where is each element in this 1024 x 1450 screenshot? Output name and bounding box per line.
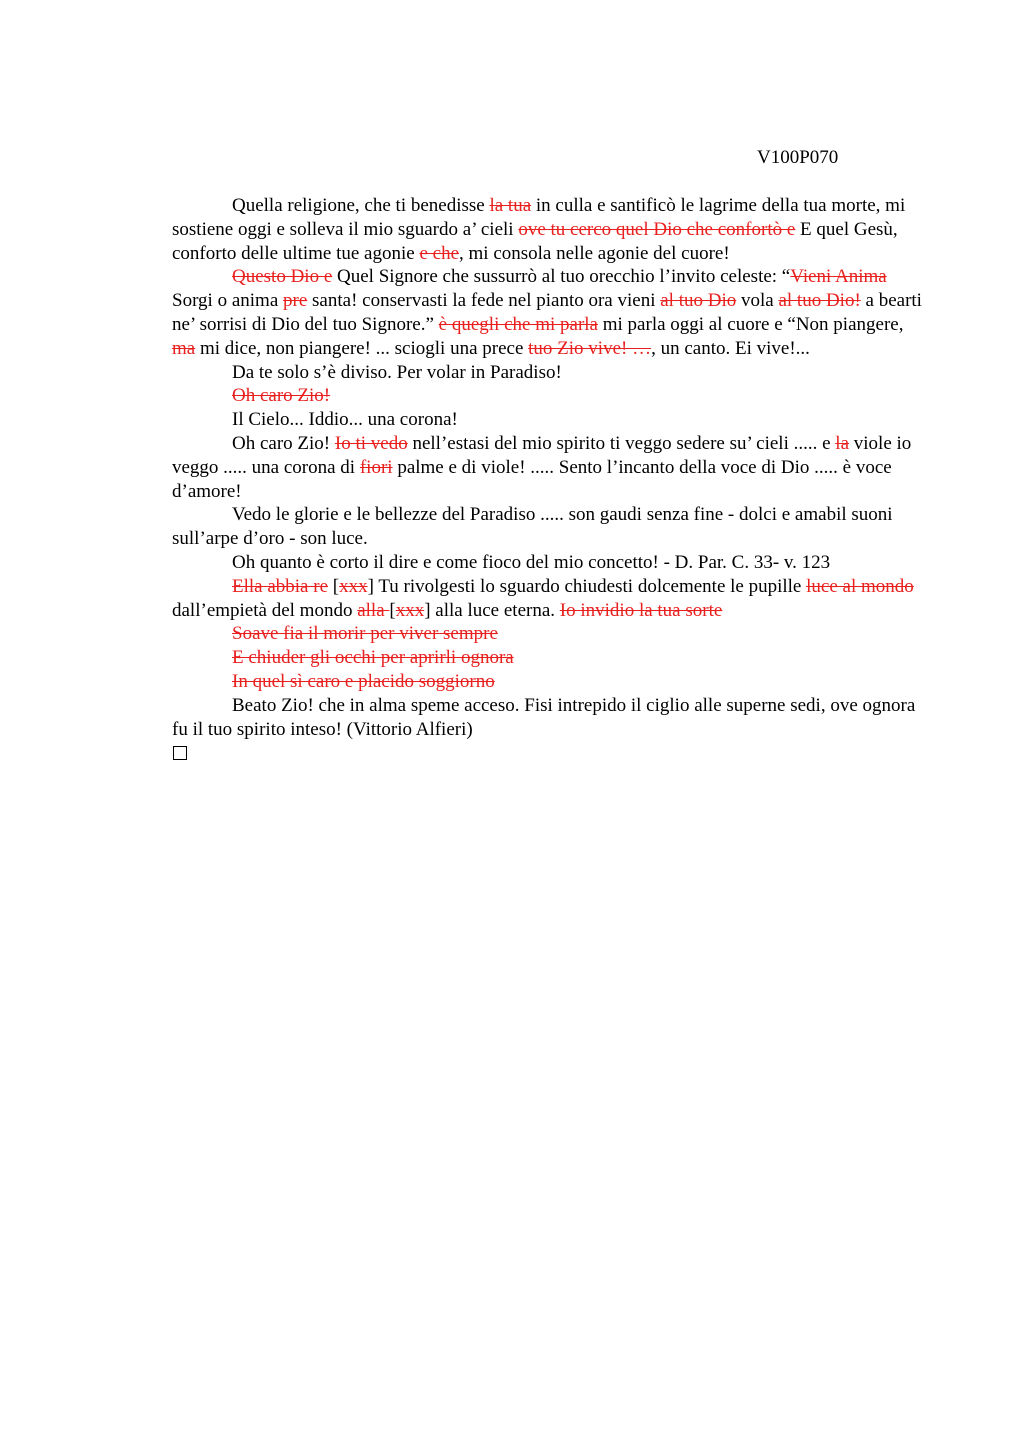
- text-segment: dall’empietà del mondo: [172, 599, 358, 621]
- text-segment: , un canto. Ei vive!...: [651, 337, 810, 359]
- deleted-text: al tuo Dio: [660, 290, 737, 312]
- text-segment: in culla e santificò le lagrime della tua morte, mi sostiene oggi e solleva il mio sguardo a’ cieli: [172, 195, 906, 240]
- deleted-text: ma: [172, 337, 196, 359]
- deleted-text: Io ti vedo: [334, 432, 408, 454]
- deleted-text: alla: [357, 599, 390, 621]
- deleted-text: Soave fia il morir per viver sempre: [232, 623, 498, 645]
- paragraph: [172, 384, 924, 408]
- paragraph: [172, 670, 924, 694]
- text-segment: Da te solo s’è diviso. Per volar in Paradiso!: [232, 361, 562, 383]
- deleted-text: Oh caro Zio!: [232, 385, 331, 407]
- paragraph: [172, 551, 924, 575]
- text-segment: Beato Zio! che in alma speme acceso. Fisi intrepido il ciglio alle superne sedi, ove ognora fu il tuo spirito inteso! (Vittorio Alfieri): [172, 694, 916, 740]
- paragraph: [172, 361, 924, 385]
- deleted-text: la: [835, 432, 850, 454]
- text-segment: santa! conservasti la fede nel pianto ora vieni: [307, 290, 661, 312]
- text-segment: a bearti ne’ sorrisi di Dio del tuo Signore.”: [172, 290, 922, 335]
- paragraph: [172, 408, 924, 432]
- deleted-text: Ella abbia re: [232, 575, 329, 597]
- text-segment: Oh caro Zio!: [232, 432, 335, 454]
- deleted-text: Questo Dio e: [232, 266, 333, 288]
- text-segment: Quella religione, che ti benedisse: [232, 195, 490, 216]
- text-segment: ] Tu rivolgesti lo sguardo chiudesti dolcemente le pupille: [367, 575, 807, 597]
- deleted-text: e che: [419, 242, 460, 264]
- text-segment: vola: [736, 290, 779, 312]
- text-segment: mi parla oggi al cuore e “Non piangere,: [598, 313, 904, 335]
- paragraph: [172, 503, 924, 551]
- text-segment: ] alla luce eterna.: [424, 599, 560, 621]
- deleted-text: al tuo Dio!: [778, 290, 861, 312]
- deleted-text: In quel sì caro e placido soggiorno: [232, 670, 495, 692]
- text-segment: Sorgi o anima: [172, 290, 284, 312]
- text-segment: mi dice, non piangere! ... sciogli una prece: [195, 337, 529, 359]
- text-segment: Quel Signore che sussurrò al tuo orecchio l’invito celeste: “: [332, 266, 791, 288]
- paragraph: [172, 622, 924, 646]
- deleted-text: luce al mondo: [806, 575, 914, 597]
- deleted-text: pre: [283, 290, 308, 312]
- deleted-text: fiori: [359, 456, 393, 478]
- paragraph: [172, 694, 924, 742]
- paragraph: [172, 265, 924, 360]
- text-segment: , mi consola nelle agonie del cuore!: [459, 242, 730, 264]
- text-segment: [: [389, 599, 396, 621]
- deleted-text: è quegli che mi parla: [438, 313, 598, 335]
- text-segment: palme e di viole! ..... Sento l’incanto della voce di Dio ..... è voce d’amore!: [172, 456, 892, 502]
- paragraph: [172, 194, 924, 265]
- deleted-text: tuo Zio vive! …: [528, 337, 652, 359]
- deleted-text: la tua: [489, 195, 532, 216]
- end-marker-icon: [173, 746, 187, 760]
- deleted-text: xxx: [395, 599, 425, 621]
- deleted-text: E chiuder gli occhi per aprirli ognora: [232, 647, 514, 669]
- paragraph: [172, 575, 924, 623]
- deleted-text: ove tu cerco quel Dio che confortò e: [518, 218, 796, 240]
- text-segment: nell’estasi del mio spirito ti veggo sedere su’ cieli ..... e: [407, 432, 836, 454]
- document-id: V100P070: [757, 147, 839, 168]
- paragraph: [172, 432, 924, 503]
- text-segment: Il Cielo... Iddio... una corona!: [232, 409, 458, 431]
- text-segment: [: [328, 575, 340, 597]
- text-segment: Oh quanto è corto il dire e come fioco del mio concetto! - D. Par. C. 33- v. 123: [232, 551, 831, 573]
- deleted-text: Vieni Anima: [790, 266, 887, 288]
- document-body: [172, 194, 924, 767]
- text-segment: Vedo le glorie e le bellezze del Paradiso ..... son gaudi senza fine - dolci e amabil suoni sull’arpe d’oro - son luce.: [172, 504, 893, 550]
- deleted-text: xxx: [339, 575, 368, 597]
- deleted-text: Io invidio la tua sorte: [559, 599, 723, 621]
- text-segment: viole io veggo ..... una corona di: [172, 432, 912, 478]
- text-segment: E quel Gesù, conforto delle ultime tue agonie: [172, 218, 898, 264]
- paragraph: [172, 646, 924, 670]
